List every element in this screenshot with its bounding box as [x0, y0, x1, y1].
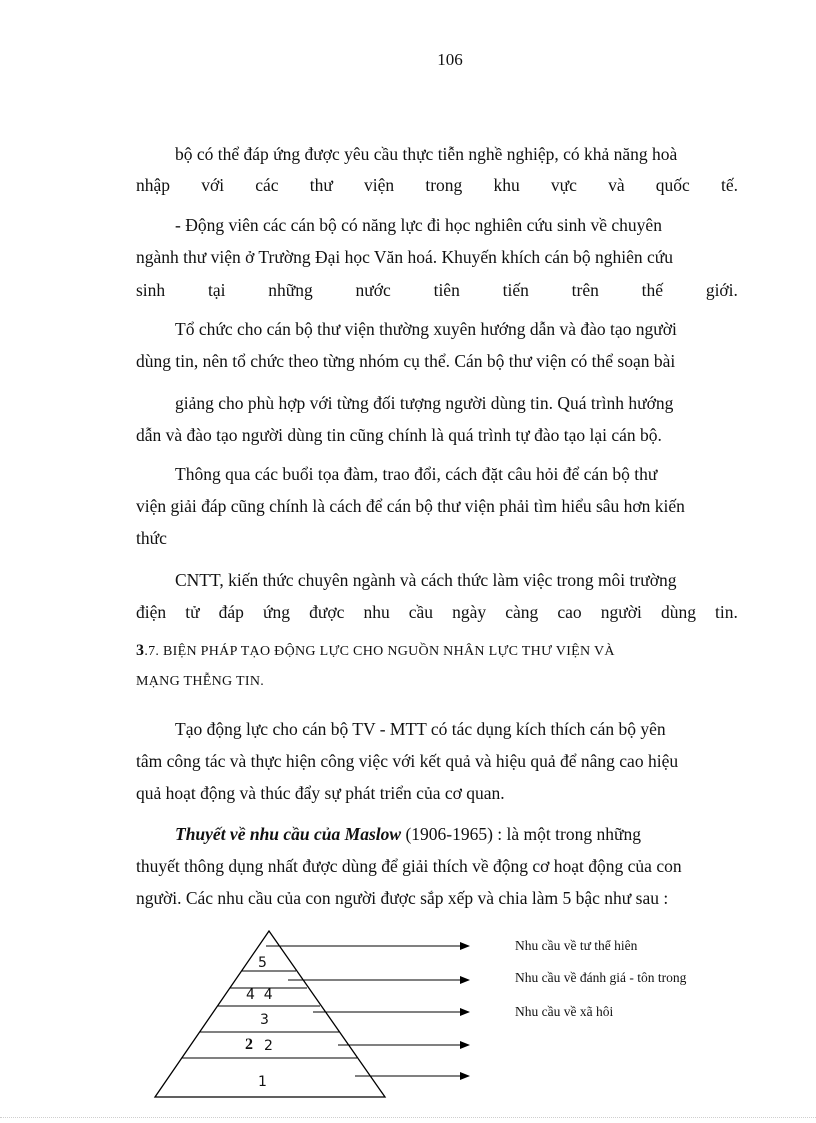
word: giới. [705, 280, 738, 300]
section-heading-text: .7. BIỆN PHÁP TẠO ĐỘNG LỰC CHO NGUỒN NHÂN LỰC THƯ VIỆN VÀ [144, 644, 615, 659]
word: nhập [136, 175, 171, 195]
pyramid-outline [155, 931, 385, 1097]
word: trong [425, 175, 463, 195]
text-line-17: quả hoạt động và thúc đẩy sự phát triển của cơ quan. [136, 783, 505, 803]
text-line-15: Tạo động lực cho cán bộ TV - MTT có tác dụng kích thích cán bộ yên [175, 719, 666, 739]
word: cầu [408, 602, 434, 622]
text-line-19: thuyết thông dụng nhất được dùng để giải thích về động cơ hoạt động của con [136, 856, 682, 876]
text-line-1: bộ có thể đáp ứng được yêu cầu thực tiễn nghề nghiệp, có khả năng hoà [175, 144, 678, 164]
pyramid-level-2: 2 [245, 1036, 253, 1053]
word: với [201, 175, 225, 195]
text-line-6: Tổ chức cho cán bộ thư viện thường xuyên hướng dẫn và đào tạo người [175, 319, 677, 339]
word: tế. [720, 175, 738, 195]
word: trên [571, 280, 599, 300]
word: càng [505, 602, 539, 622]
pyramid-level-1: 1 [258, 1074, 267, 1090]
text-line-13: CNTT, kiến thức chuyên ngành và cách thức làm việc trong môi trường [175, 570, 677, 590]
word: những [268, 280, 313, 300]
section-heading-number: 3 [136, 642, 145, 659]
word: các [255, 175, 279, 195]
text-line-4: ngành thư viện ở Trường Đại học Văn hoá. Khuyến khích cán bộ nghiên cứu [136, 247, 674, 267]
text-line-12: thức [136, 528, 167, 548]
word: ứng [263, 602, 291, 622]
word: đáp [218, 602, 244, 622]
word: vực [550, 175, 577, 195]
word: người [600, 602, 642, 622]
text-line-16: tâm công tác và thực hiện công việc với kết quả và hiệu quả để nâng cao hiệu [136, 751, 679, 771]
word: tại [207, 280, 226, 300]
word: và [608, 175, 625, 195]
word: tin. [715, 602, 738, 622]
text-line-10: Thông qua các buổi tọa đàm, trao đổi, cách đặt câu hỏi để cán bộ thư [175, 464, 658, 484]
page-number: 106 [437, 50, 463, 69]
pyramid-level-2-extra: 2 [264, 1038, 273, 1054]
word: quốc [655, 175, 690, 195]
word: được [309, 602, 345, 622]
word: tử [185, 602, 200, 622]
word: điện [136, 602, 167, 622]
pyramid-level-4: 4 4 [246, 987, 273, 1003]
text-line-3: - Động viên các cán bộ có năng lực đi học nghiên cứu sinh về chuyên [175, 215, 662, 235]
word: sinh [136, 280, 166, 300]
word: ngày [452, 602, 487, 622]
text-line-8: giảng cho phù hợp với từng đối tượng người dùng tin. Quá trình hướng [175, 393, 674, 413]
pyramid-level-3: 3 [260, 1012, 269, 1028]
word: nhu [363, 602, 390, 622]
text-line-9: dẫn và đào tạo người dùng tin cũng chính là quá trình tự đào tạo lại cán bộ. [136, 425, 662, 445]
word: thế [641, 280, 664, 300]
word: thư [309, 175, 333, 195]
section-heading-line-2: MẠNG THỄNG TIN. [136, 674, 265, 689]
maslow-rest: (1906-1965) : là một trong những [401, 824, 641, 844]
page-bottom-divider [0, 1117, 816, 1118]
word: nước [355, 280, 391, 300]
pyramid-level-5: 5 [258, 955, 267, 971]
word: viện [364, 175, 395, 195]
word: khu [493, 175, 520, 195]
need-label-self-actualization: Nhu cầu về tư thể hiên [515, 938, 638, 953]
need-label-social: Nhu cầu về xã hôi [515, 1004, 614, 1019]
maslow-title: Thuyết về nhu cầu của Maslow [175, 824, 402, 844]
word: tiên [433, 280, 460, 300]
word: tiến [502, 280, 529, 300]
text-line-11: viện giải đáp cũng chính là cách để cán bộ thư viện phải tìm hiểu sâu hơn kiến [136, 496, 685, 516]
word: cao [557, 602, 582, 622]
text-line-7: dùng tin, nên tổ chức theo từng nhóm cụ thể. Cán bộ thư viện có thể soạn bài [136, 351, 676, 371]
word: dùng [660, 602, 696, 622]
need-label-esteem: Nhu cầu về đánh giá - tôn trong [515, 970, 687, 985]
text-line-20: người. Các nhu cầu của con người được sắp xếp và chia làm 5 bậc như sau : [136, 888, 669, 908]
